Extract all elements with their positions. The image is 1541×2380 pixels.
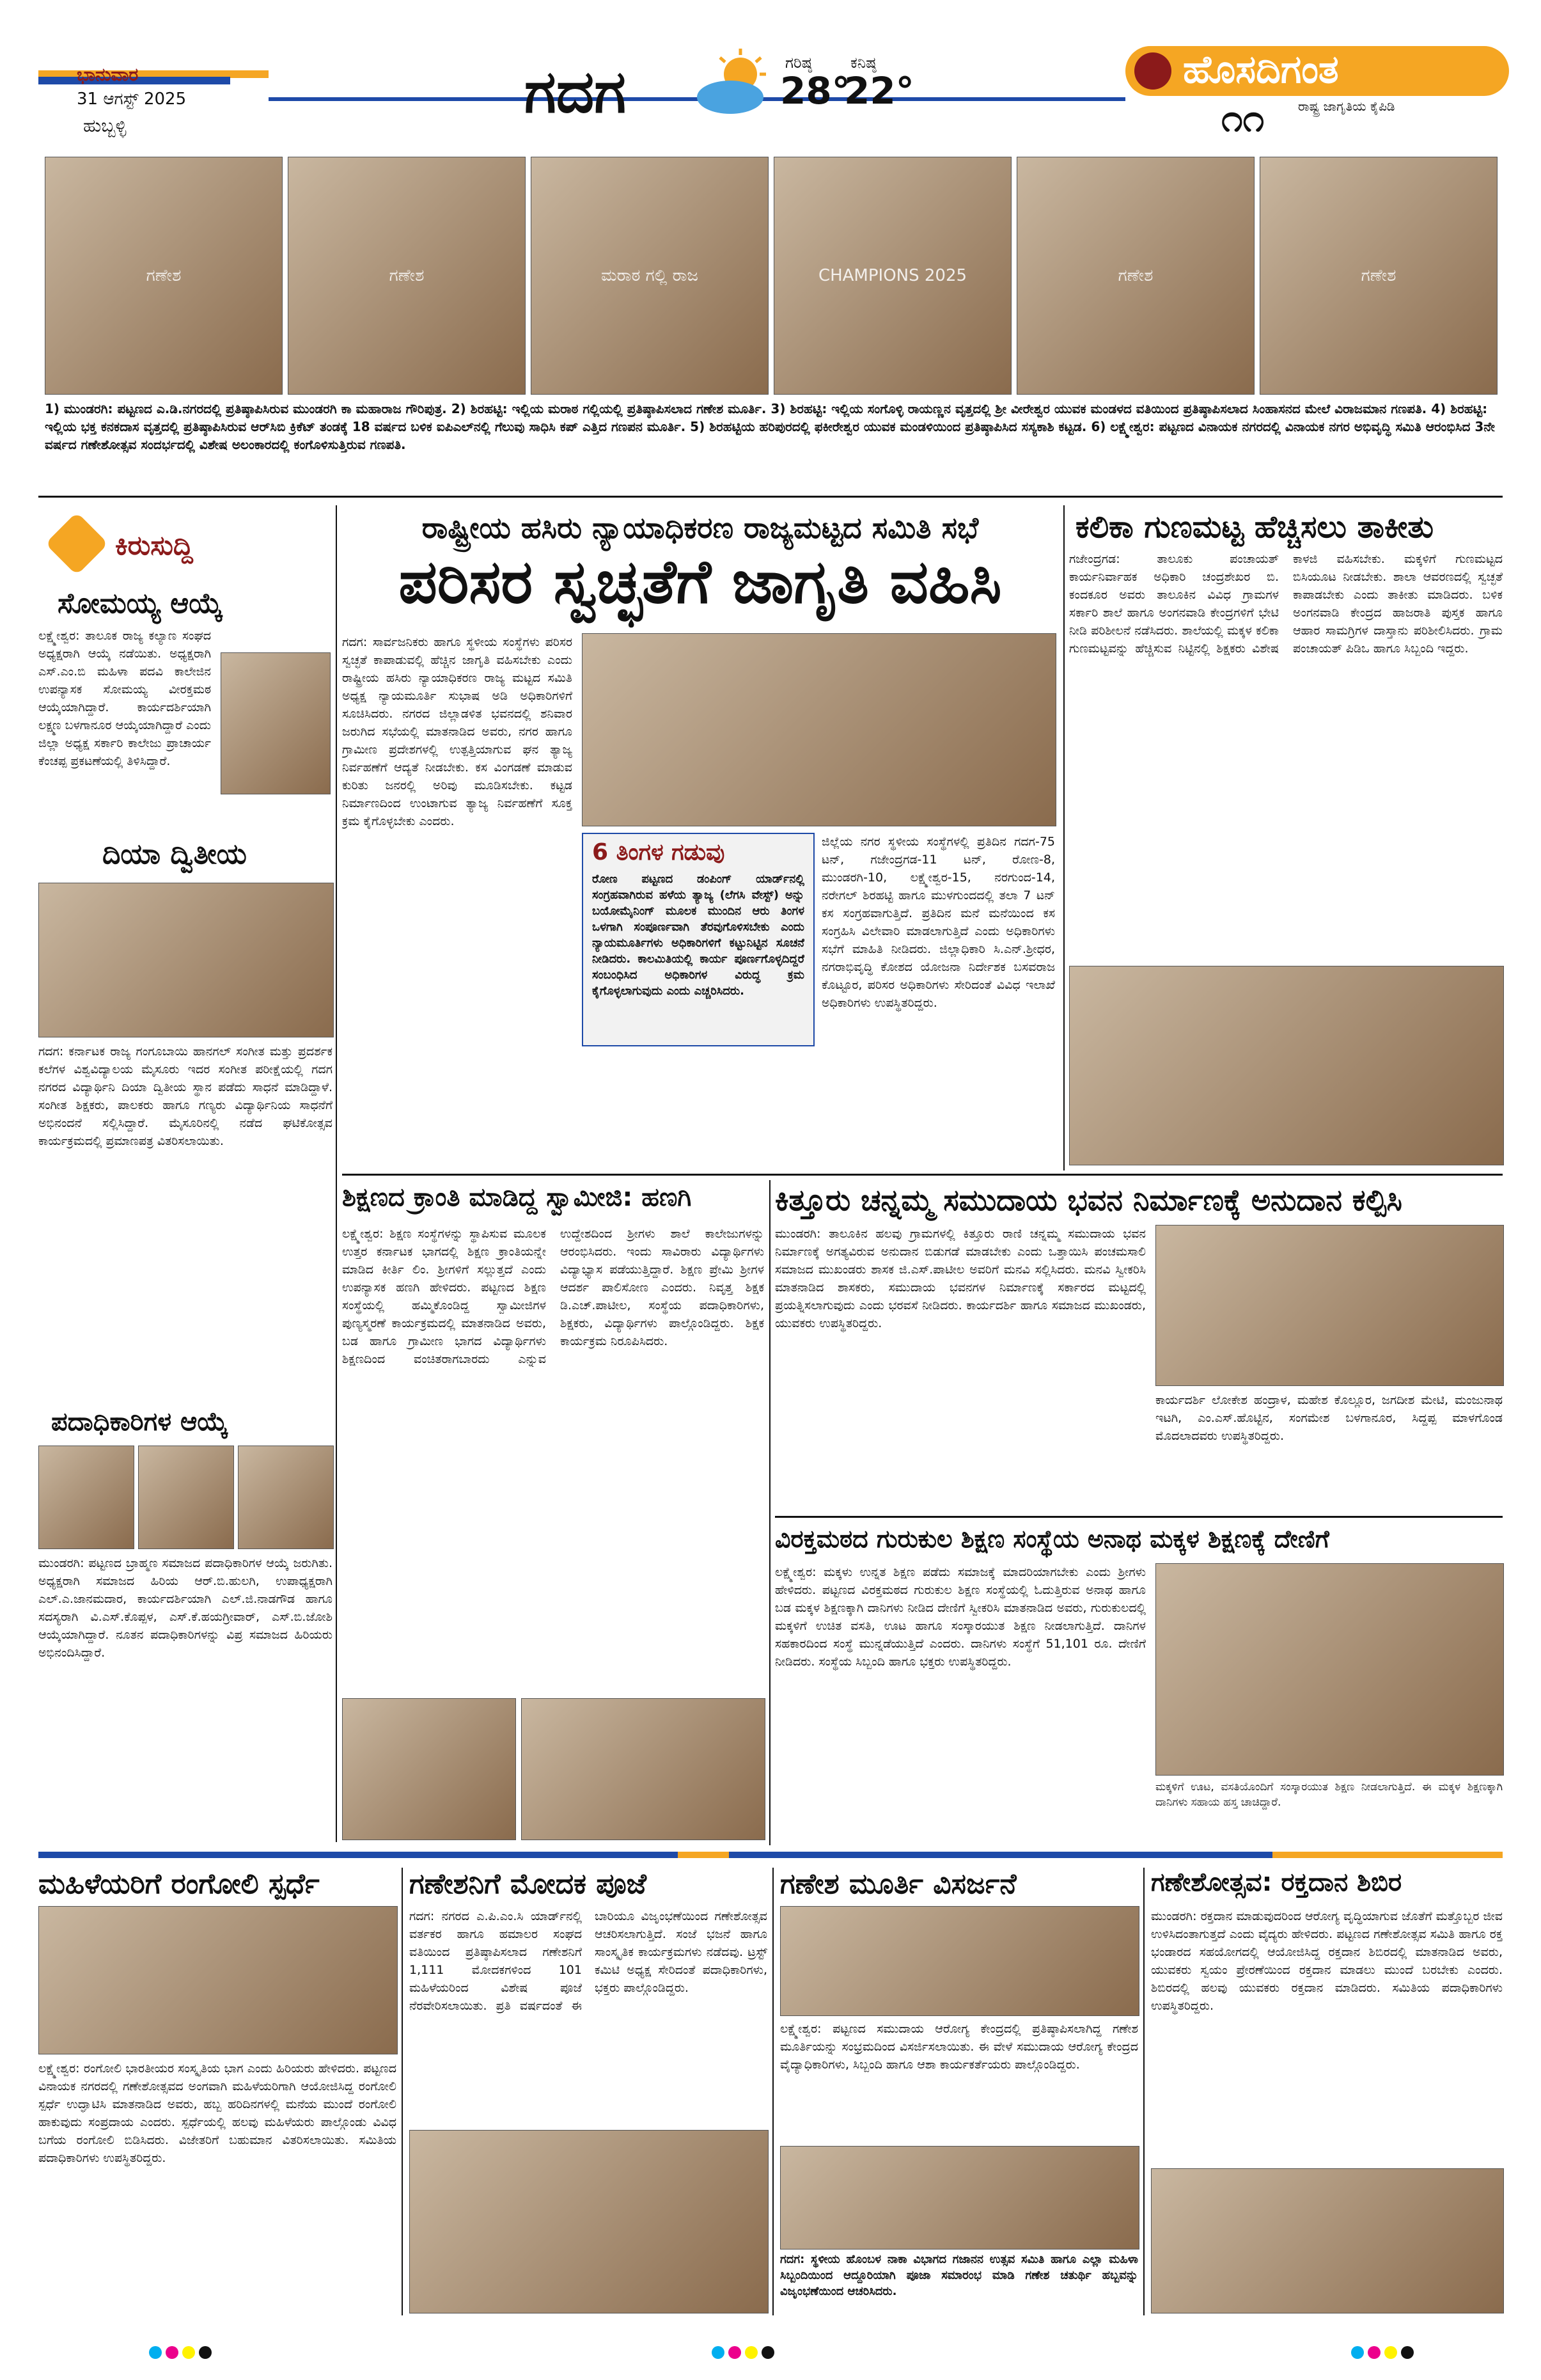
paper-logo xyxy=(1125,46,1509,96)
weather-icon xyxy=(691,45,780,122)
visarjane-photo-1 xyxy=(780,1906,1139,2016)
modaka-photo xyxy=(409,2130,769,2313)
edition-date: 31 ಆಗಸ್ಟ್ 2025 xyxy=(77,90,187,109)
visarjane-photo-2 xyxy=(780,2146,1139,2250)
shikshana-photo-1 xyxy=(342,1698,516,1840)
rangoli-headline: ಮಹಿಳೆಯರಿಗೆ ರಂಗೋಲಿ ಸ್ಪರ್ಧೆ xyxy=(38,1868,320,1900)
kiru-suddi-column xyxy=(38,505,332,1848)
kiru-badge xyxy=(45,512,205,576)
kiru-2-text: ಗದಗ: ಕರ್ನಾಟಕ ರಾಜ್ಯ ಗಂಗೂಬಾಯಿ ಹಾನಗಲ್ ಸಂಗೀತ ಮತ್ತು ಪ್ರದರ್ಶಕ ಕಲೆಗಳ ವಿಶ್ವವಿದ್ಯಾಲಯ ಮೈಸೂರು ಇದರ ಸಂಗೀತ ಪರೀಕ್ಷೆಯಲ್ಲಿ ಗದಗ ನಗರದ ವಿದ್ಯಾರ್ಥಿನಿ ದಿಯಾ ದ್ವಿತೀಯ ಸ್ಥಾನ ಪಡೆದು ಸಾಧನೆ ಮಾಡಿದ್ದಾಳೆ. ಸಂಗೀತ ಶಿಕ್ಷಕರು, ಪಾಲಕರು ಹಾಗೂ ಗಣ್ಯರು ವಿದ್ಯಾರ್ಥಿನಿಯ ಸಾಧನೆಗೆ ಅಭಿನಂದನೆ ಸಲ್ಲಿಸಿದ್ದಾರೆ. ಮೈಸೂರಿನಲ್ಲಿ ನಡೆದ ಘಟಿಕೋತ್ಸವ ಕಾರ್ಯಕ್ರಮದಲ್ಲಿ ಪ್ರಮಾಣಪತ್ರ ವಿತರಿಸಲಾಯಿತು. xyxy=(38,1044,332,1148)
shikshana-story xyxy=(342,1180,764,1845)
registration-marks-left xyxy=(147,2346,214,2361)
virakta-caption: ಮಕ್ಕಳಿಗೆ ಊಟ, ವಸತಿಯೊಂದಿಗೆ ಸಂಸ್ಕಾರಯುತ ಶಿಕ್ಷಣ ನೀಡಲಾಗುತ್ತಿದೆ. ಈ ಮಕ್ಕಳ ಶಿಕ್ಷಣಕ್ಕಾಗಿ ದಾನಿಗಳು ಸಹಾಯ ಹಸ್ತ ಚಾಚಿದ್ದಾರೆ. xyxy=(1155,1781,1503,1809)
modaka-headline: ಗಣೇಶನಿಗೆ ಮೋದಕ ಪೂಜೆ xyxy=(409,1868,646,1900)
kiru-3-headline: ಪದಾಧಿಕಾರಿಗಳ ಆಯ್ಕೆ xyxy=(51,1407,228,1437)
deadline-box xyxy=(582,833,815,1046)
paper-name: ಹೊಸದಿಗಂತ xyxy=(1183,47,1339,92)
kiru-2-headline: ದಿಯಾ ದ್ವಿತೀಯ xyxy=(102,838,247,871)
kalika-story xyxy=(1069,505,1503,1170)
raktadana-photo xyxy=(1151,2168,1504,2313)
ganesha-photo-5: ಗಣೇಶ xyxy=(1017,157,1255,395)
visarjane-text: ಲಕ್ಷ್ಮೇಶ್ವರ: ಪಟ್ಟಣದ ಸಮುದಾಯ ಆರೋಗ್ಯ ಕೇಂದ್ರದಲ್ಲಿ ಪ್ರತಿಷ್ಠಾಪಿಸಲಾಗಿದ್ದ ಗಣೇಶ ಮೂರ್ತಿಯನ್ನು ಸಂಭ್ರಮದಿಂದ ವಿಸರ್ಜಿಸಲಾಯಿತು. ಈ ವೇಳೆ ಸಮುದಾಯ ಆರೋಗ್ಯ ಕೇಂದ್ರದ ವೈದ್ಯಾಧಿಕಾರಿಗಳು, ಸಿಬ್ಬಂದಿ ಹಾಗೂ ಆಶಾ ಕಾರ್ಯಕರ್ತೆಯರು ಪಾಲ್ಗೊಂಡಿದ್ದರು. xyxy=(780,2022,1138,2072)
min-temp-label: ಕನಿಷ್ಠ xyxy=(850,54,877,72)
ganesha-photo-1: ಗಣೇಶ xyxy=(45,157,283,395)
paper-tagline: ರಾಷ್ಟ್ರ ಜಾಗೃತಿಯ ಕೈಪಿಡಿ xyxy=(1298,99,1395,114)
kittur-caption: ಕಾರ್ಯದರ್ಶಿ ಲೋಕೇಶ ಹಂದ್ರಾಳ, ಮಹೇಶ ಕೊಲ್ಲೂರ, ಜಗದೀಶ ಮೇಟಿ, ಮಂಜುನಾಥ ಇಟಗಿ, ಎಂ.ಎಸ್.ಹೊಟ್ಟಿನ, ಸಂಗಮೇಶ ಬಳಗಾನೂರ, ಸಿದ್ದಪ್ಪ ಮಾಳಗೊಂಡ ಮೊದಲಾದವರು ಉಪಸ್ಥಿತರಿದ್ದರು. xyxy=(1155,1393,1503,1443)
visarjane-caption: ಗದಗ: ಸ್ಥಳೀಯ ಹೊಂಬಳ ನಾಕಾ ವಿಭಾಗದ ಗಜಾನನ ಉತ್ಸವ ಸಮಿತಿ ಹಾಗೂ ಎಲ್ಲಾ ಮಹಿಳಾ ಸಿಬ್ಬಂದಿಯಿಂದ ಆದ್ದೂರಿಯಾಗಿ ಪೂಜಾ ಸಮಾರಂಭ ಮಾಡಿ ಗಣೇಶ ಚತುರ್ಥಿ ಹಬ್ಬವನ್ನು ವಿಜೃಂಭಣೆಯಿಂದ ಆಚರಿಸಿದರು. xyxy=(780,2253,1138,2298)
rangoli-story xyxy=(38,1868,396,2315)
officer-photo-3 xyxy=(238,1446,334,1549)
modaka-text: ಗದಗ: ನಗರದ ಎ.ಪಿ.ಎಂ.ಸಿ ಯಾರ್ಡ್‌ನಲ್ಲಿ ವರ್ತಕರ ಹಾಗೂ ಹಮಾಲರ ಸಂಘದ ವತಿಯಿಂದ ಪ್ರತಿಷ್ಠಾಪಿಸಲಾದ ಗಣೇಶನಿಗೆ 1,111 ಮೋದಕಗಳಿಂದ 101 ಮಹಿಳೆಯರಿಂದ ವಿಶೇಷ ಪೂಜೆ ನೆರವೇರಿಸಲಾಯಿತು. ಪ್ರತಿ ವರ್ಷದಂತೆ ಈ ಬಾರಿಯೂ ವಿಜೃಂಭಣೆಯಿಂದ ಗಣೇಶೋತ್ಸವ ಆಚರಿಸಲಾಗುತ್ತಿದೆ. ಸಂಜೆ ಭಜನೆ ಹಾಗೂ ಸಾಂಸ್ಕೃತಿಕ ಕಾರ್ಯಕ್ರಮಗಳು ನಡೆದವು. ಟ್ರಸ್ಟ್ ಕಮಿಟಿ ಅಧ್ಯಕ್ಷ ಸೇರಿದಂತೆ ಪದಾಧಿಕಾರಿಗಳು, ಭಕ್ತರು ಪಾಲ್ಗೊಂಡಿದ್ದರು. xyxy=(409,1909,767,2013)
raktadana-text: ಮುಂಡರಗಿ: ರಕ್ತದಾನ ಮಾಡುವುದರಿಂದ ಆರೋಗ್ಯ ವೃದ್ಧಿಯಾಗುವ ಜೊತೆಗೆ ಮತ್ತೊಬ್ಬರ ಜೀವ ಉಳಿಸಿದಂತಾಗುತ್ತದೆ ಎಂದು ವೈದ್ಯರು ಹೇಳಿದರು. ಪಟ್ಟಣದ ಗಣೇಶೋತ್ಸವ ಸಮಿತಿ ಹಾಗೂ ರಕ್ತ ಭಂಡಾರದ ಸಹಯೋಗದಲ್ಲಿ ಆಯೋಜಿಸಿದ್ದ ರಕ್ತದಾನ ಶಿಬಿರದಲ್ಲಿ ಮಾತನಾಡಿದ ಅವರು, ಯುವಕರು ಸ್ವಯಂ ಪ್ರೇರಣೆಯಿಂದ ರಕ್ತದಾನ ಮಾಡಲು ಮುಂದೆ ಬರಬೇಕು ಎಂದರು. ಶಿಬಿರದಲ್ಲಿ ಹಲವು ಯುವಕರು ರಕ್ತದಾನ ಮಾಡಿದರು. ಸಮಿತಿಯ ಪದಾಧಿಕಾರಿಗಳು ಉಪಸ್ಥಿತರಿದ್ದರು. xyxy=(1151,1909,1503,2013)
ganesha-photo-4: CHAMPIONS 2025 xyxy=(774,157,1012,395)
classroom-photo xyxy=(1069,966,1504,1165)
raktadana-headline: ಗಣೇಶೋತ್ಸವ: ರಕ್ತದಾನ ಶಿಬಿರ xyxy=(1151,1868,1402,1897)
virakta-text: ಲಕ್ಷ್ಮೇಶ್ವರ: ಮಕ್ಕಳು ಉನ್ನತ ಶಿಕ್ಷಣ ಪಡೆದು ಸಮಾಜಕ್ಕೆ ಮಾದರಿಯಾಗಬೇಕು ಎಂದು ಶ್ರೀಗಳು ಹೇಳಿದರು. ಪಟ್ಟಣದ ವಿರಕ್ತಮಠದ ಗುರುಕುಲ ಶಿಕ್ಷಣ ಸಂಸ್ಥೆಯಲ್ಲಿ ಓದುತ್ತಿರುವ ಅನಾಥ ಹಾಗೂ ಬಡ ಮಕ್ಕಳ ಶಿಕ್ಷಣಕ್ಕಾಗಿ ದಾನಿಗಳು ನೀಡಿದ ದೇಣಿಗೆ ಸ್ವೀಕರಿಸಿ ಮಾತನಾಡಿದ ಅವರು, ಗುರುಕುಲದಲ್ಲಿ ಮಕ್ಕಳಿಗೆ ಉಚಿತ ವಸತಿ, ಊಟ ಹಾಗೂ ಸಂಸ್ಕಾರಯುತ ಶಿಕ್ಷಣ ನೀಡಲಾಗುತ್ತಿದೆ. ದಾನಿಗಳ ಸಹಕಾರದಿಂದ ಸಂಸ್ಥೆ ಮುನ್ನಡೆಯುತ್ತಿದೆ ಎಂದರು. ದಾನಿಗಳು ಸಂಸ್ಥೆಗೆ 51,101 ರೂ. ದೇಣಿಗೆ ನೀಡಿದರು. ಸಂಸ್ಥೆಯ ಸಿಬ್ಬಂದಿ ಹಾಗೂ ಭಕ್ತರು ಉಪಸ್ಥಿತರಿದ್ದರು. xyxy=(775,1565,1146,1669)
meeting-photo xyxy=(582,633,1056,826)
kalika-text: ಗಜೇಂದ್ರಗಡ: ತಾಲೂಕು ಪಂಚಾಯತ್ ಕಾರ್ಯನಿರ್ವಾಹಕ ಅಧಿಕಾರಿ ಚಂದ್ರಶೇಖರ ಬಿ. ಕಂದಕೂರ ಅವರು ತಾಲೂಕಿನ ವಿವಿಧ ಗ್ರಾಮಗಳ ಸರ್ಕಾರಿ ಶಾಲೆ ಹಾಗೂ ಅಂಗನವಾಡಿ ಕೇಂದ್ರಗಳಿಗೆ ಭೇಟಿ ನೀಡಿ ಪರಿಶೀಲನೆ ನಡೆಸಿದರು. ಶಾಲೆಯಲ್ಲಿ ಮಕ್ಕಳ ಕಲಿಕಾ ಗುಣಮಟ್ಟವನ್ನು ಹೆಚ್ಚಿಸುವ ನಿಟ್ಟಿನಲ್ಲಿ ಶಿಕ್ಷಕರು ವಿಶೇಷ ಕಾಳಜಿ ವಹಿಸಬೇಕು. ಮಕ್ಕಳಿಗೆ ಗುಣಮಟ್ಟದ ಬಿಸಿಯೂಟ ನೀಡಬೇಕು. ಶಾಲಾ ಆವರಣದಲ್ಲಿ ಸ್ವಚ್ಛತೆ ಕಾಪಾಡಬೇಕು ಎಂದು ತಾಕೀತು ಮಾಡಿದರು. ಬಳಿಕ ಅಂಗನವಾಡಿ ಕೇಂದ್ರದ ಹಾಜರಾತಿ ಪುಸ್ತಕ ಹಾಗೂ ಆಹಾರ ಸಾಮಗ್ರಿಗಳ ದಾಸ್ತಾನು ಪರಿಶೀಲಿಸಿದರು. ಗ್ರಾಮ ಪಂಚಾಯತ್ ಪಿಡಿಒ ಹಾಗೂ ಸಿಬ್ಬಂದಿ ಇದ್ದರು. xyxy=(1069,552,1503,656)
officer-photo-1 xyxy=(38,1446,134,1549)
diya-photo xyxy=(38,883,334,1037)
deadline-box-title: 6 ತಿಂಗಳ ಗಡುವು xyxy=(592,839,725,865)
somayya-photo xyxy=(221,652,331,794)
lead-col-2: ಜಿಲ್ಲೆಯ ನಗರ ಸ್ಥಳೀಯ ಸಂಸ್ಥೆಗಳಲ್ಲಿ ಪ್ರತಿದಿನ ಗದಗ-75 ಟನ್, ಗಜೇಂದ್ರಗಡ-11 ಟನ್, ರೋಣ-8, ಮುಂಡರಗಿ-10, ಲಕ್ಷ್ಮೇಶ್ವರ-15, ನರಗುಂದ-14, ನರೇಗಲ್ ಶಿರಹಟ್ಟಿ ಹಾಗೂ ಮುಳಗುಂದದಲ್ಲಿ ತಲಾ 7 ಟನ್ ಕಸ ಸಂಗ್ರಹವಾಗುತ್ತಿದೆ. ಪ್ರತಿದಿನ ಮನೆ ಮನೆಯಿಂದ ಕಸ ಸಂಗ್ರಹಿಸಿ ವಿಲೇವಾರಿ ಮಾಡಲಾಗುತ್ತಿದೆ ಎಂದು ಅಧಿಕಾರಿಗಳು ಸಭೆಗೆ ಮಾಹಿತಿ ನೀಡಿದರು. ಜಿಲ್ಲಾಧಿಕಾರಿ ಸಿ.ಎನ್.ಶ್ರೀಧರ, ನಗರಾಭಿವೃದ್ಧಿ ಕೋಶದ ಯೋಜನಾ ನಿರ್ದೇಶಕ ಬಸವರಾಜ ಕೊಟ್ಟೂರ, ಪರಿಸರ ಅಧಿಕಾರಿಗಳು ಸೇರಿದಂತೆ ವಿವಿಧ ಇಲಾಖೆ ಅಧಿಕಾರಿಗಳು ಉಪಸ್ಥಿತರಿದ್ದರು. xyxy=(822,835,1055,1010)
max-temp: 28° xyxy=(780,69,850,113)
page-number: ೧೧ xyxy=(1221,96,1265,141)
hand-icon xyxy=(45,512,109,576)
kiru-1-text: ಲಕ್ಷ್ಮೇಶ್ವರ: ತಾಲೂಕ ರಾಜ್ಯ ಕಲ್ಯಾಣ ಸಂಘದ ಅಧ್ಯಕ್ಷರಾಗಿ ಆಯ್ಕೆ ನಡೆಯಿತು. ಅಧ್ಯಕ್ಷರಾಗಿ ಎಸ್.ಎಂ.ಬಿ ಮಹಿಳಾ ಪದವಿ ಕಾಲೇಜಿನ ಉಪನ್ಯಾಸಕ ಸೋಮಯ್ಯ ವೀರಕ್ತಮಠ ಆಯ್ಕೆಯಾಗಿದ್ದಾರೆ. ಕಾರ್ಯದರ್ಶಿಯಾಗಿ ಲಕ್ಷ್ಮಣ ಬಳಗಾನೂರ ಆಯ್ಕೆಯಾಗಿದ್ದಾರೆ ಎಂದು ಜಿಲ್ಲಾ ಅಧ್ಯಕ್ಷ ಸರ್ಕಾರಿ ಕಾಲೇಜು ಪ್ರಾಚಾರ್ಯ ಕೆಂಚಪ್ಪ ಪ್ರಕಟಣೆಯಲ್ಲಿ ತಿಳಿಸಿದ್ದಾರೆ. xyxy=(38,629,211,768)
modaka-story xyxy=(409,1868,767,2315)
edition-city: ಹುಬ್ಬಳ್ಳಿ xyxy=(83,115,127,136)
top-photo-caption: 1) ಮುಂಡರಗಿ: ಪಟ್ಟಣದ ಎ.ಡಿ.ನಗರದಲ್ಲಿ ಪ್ರತಿಷ್ಠಾಪಿಸಿರುವ ಮುಂಡರಗಿ ಕಾ ಮಹಾರಾಜ ಗೌರಿಪುತ್ರ. 2) ಶಿರಹಟ್ಟಿ: ಇಲ್ಲಿಯ ಮರಾಠ ಗಲ್ಲಿಯಲ್ಲಿ ಪ್ರತಿಷ್ಠಾಪಿಸಲಾದ ಗಣೇಶ ಮೂರ್ತಿ. 3) ಶಿರಹಟ್ಟಿ: ಇಲ್ಲಿಯ ಸಂಗೊಳ್ಳಿ ರಾಯಣ್ಣನ ವೃತ್ತದಲ್ಲಿ ಶ್ರೀ ವೀರೇಶ್ವರ ಯುವಕ ಮಂಡಳದ ವತಿಯಿಂದ ಪ್ರತಿಷ್ಠಾಪಿಸಲಾದ ಸಿಂಹಾಸನದ ಮೇಲೆ ವಿರಾಜಮಾನ ಗಣಪತಿ. 4) ಶಿರಹಟ್ಟಿ: ಇಲ್ಲಿಯ ಭಕ್ತ ಕನಕದಾಸ ವೃತ್ತದಲ್ಲಿ ಪ್ರತಿಷ್ಠಾಪಿಸಿರುವ ಆರ್‌ಸಿಬಿ ಕ್ರಿಕೆಟ್ ತಂಡಕ್ಕೆ 18 ವರ್ಷದ ಬಳಿಕ ಐಪಿಎಲ್‌ನಲ್ಲಿ ಗೆಲುವು ಸಾಧಿಸಿ ಕಪ್ ಎತ್ತಿದ ಗಣಪನ ಮೂರ್ತಿ. 5) ಶಿರಹಟ್ಟಿಯ ಹರಿಪುರದಲ್ಲಿ ಫಕೀರೇಶ್ವರ ಯುವಕ ಮಂಡಳಿಯಿಂದ ಪ್ರತಿಷ್ಠಾಪಿಸಿದ ಸಸ್ಯಕಾಶಿ ಕಟ್ಟಡ. 6) ಲಕ್ಷ್ಮೇಶ್ವರ: ಪಟ್ಟಣದ ವಿನಾಯಕ ನಗರದಲ್ಲಿ ವಿನಾಯಕ ನಗರ ಅಭಿವೃದ್ಧಿ ಸಮಿತಿ ಆರಂಭಿಸಿದ 3ನೇ ವರ್ಷದ ಗಣೇಶೋತ್ಸವ ಸಂದರ್ಭದಲ್ಲಿ ವಿಶೇಷ ಅಲಂಕಾರದಲ್ಲಿ ಕಂಗೊಳಿಸುತ್ತಿರುವ ಗಣಪತಿ. xyxy=(45,401,1495,452)
virakta-headline: ವಿರಕ್ತಮಠದ ಗುರುಕುಲ ಶಿಕ್ಷಣ ಸಂಸ್ಥೆಯ ಅನಾಥ ಮಕ್ಕಳ ಶಿಕ್ಷಣಕ್ಕೆ ದೇಣಿಗೆ xyxy=(775,1525,1329,1553)
kittur-story xyxy=(775,1180,1503,1513)
officer-photo-2 xyxy=(138,1446,234,1549)
rangoli-photo xyxy=(38,1906,398,2054)
kiru-1-headline: ಸೋಮಯ್ಯ ಆಯ್ಕೆ xyxy=(58,587,223,620)
logo-emblem-icon xyxy=(1134,52,1171,90)
kalika-headline: ಕಲಿಕಾ ಗುಣಮಟ್ಟ ಹೆಚ್ಚಿಸಲು ತಾಕೀತು xyxy=(1076,509,1434,545)
masthead xyxy=(0,0,1541,150)
deadline-box-text: ರೋಣ ಪಟ್ಟಣದ ಡಂಪಿಂಗ್ ಯಾರ್ಡ್‌ನಲ್ಲಿ ಸಂಗ್ರಹವಾಗಿರುವ ಹಳೆಯ ತ್ಯಾಜ್ಯ (ಲೆಗಸಿ ವೇಸ್ಟ್) ಅನ್ನು ಬಯೋಮೈನಿಂಗ್ ಮೂಲಕ ಮುಂದಿನ ಆರು ತಿಂಗಳ ಒಳಗಾಗಿ ಸಂಪೂರ್ಣವಾಗಿ ತೆರವುಗೊಳಿಸಬೇಕು ಎಂದು ನ್ಯಾಯಮೂರ್ತಿಗಳು ಅಧಿಕಾರಿಗಳಿಗೆ ಕಟ್ಟುನಿಟ್ಟಿನ ಸೂಚನೆ ನೀಡಿದರು. ಕಾಲಮಿತಿಯಲ್ಲಿ ಕಾರ್ಯ ಪೂರ್ಣಗೊಳ್ಳದಿದ್ದರೆ ಸಂಬಂಧಿಸಿದ ಅಧಿಕಾರಿಗಳ ವಿರುದ್ಧ ಕ್ರಮ ಕೈಗೊಳ್ಳಲಾಗುವುದು ಎಂದು ಎಚ್ಚರಿಸಿದರು. xyxy=(592,872,804,998)
lead-story xyxy=(342,505,1058,1170)
kittur-photo xyxy=(1155,1225,1504,1386)
registration-marks-center xyxy=(710,2346,776,2361)
virakta-story xyxy=(775,1522,1503,1845)
lead-kicker: ರಾಷ್ಟ್ರೀಯ ಹಸಿರು ನ್ಯಾಯಾಧಿಕರಣ ರಾಜ್ಯಮಟ್ಟದ ಸಮಿತಿ ಸಭೆ xyxy=(421,510,979,545)
lead-col-1: ಗದಗ: ಸಾರ್ವಜನಿಕರು ಹಾಗೂ ಸ್ಥಳೀಯ ಸಂಸ್ಥೆಗಳು ಪರಿಸರ ಸ್ವಚ್ಛತೆ ಕಾಪಾಡುವಲ್ಲಿ ಹೆಚ್ಚಿನ ಜಾಗೃತಿ ವಹಿಸಬೇಕು ಎಂದು ರಾಷ್ಟ್ರೀಯ ಹಸಿರು ನ್ಯಾಯಾಧಿಕರಣ ರಾಜ್ಯ ಮಟ್ಟದ ಸಮಿತಿ ಅಧ್ಯಕ್ಷ ನ್ಯಾಯಮೂರ್ತಿ ಸುಭಾಷ ಅಡಿ ಅಧಿಕಾರಿಗಳಿಗೆ ಸೂಚಿಸಿದರು. ನಗರದ ಜಿಲ್ಲಾಡಳಿತ ಭವನದಲ್ಲಿ ಶನಿವಾರ ಜರುಗಿದ ಸಭೆಯಲ್ಲಿ ಮಾತನಾಡಿದ ಅವರು, ನಗರ ಹಾಗೂ ಗ್ರಾಮೀಣ ಪ್ರದೇಶಗಳಲ್ಲಿ ಉತ್ಪತ್ತಿಯಾಗುವ ಘನ ತ್ಯಾಜ್ಯ ನಿರ್ವಹಣೆಗೆ ಆದ್ಯತೆ ನೀಡಬೇಕು. ಕಸ ವಿಂಗಡಣೆ ಮಾಡುವ ಕುರಿತು ಜನರಲ್ಲಿ ಅರಿವು ಮೂಡಿಸಬೇಕು. ಕಟ್ಟಡ ನಿರ್ಮಾಣದಿಂದ ಉಂಟಾಗುವ ತ್ಯಾಜ್ಯ ನಿರ್ವಹಣೆಗೆ ಸೂಕ್ತ ಕ್ರಮ ಕೈಗೊಳ್ಳಬೇಕು ಎಂದರು. xyxy=(342,635,572,828)
lead-headline: ಪರಿಸರ ಸ್ವಚ್ಛತೆಗೆ ಜಾಗೃತಿ ವಹಿಸಿ xyxy=(398,548,1002,617)
kiru-3-text: ಮುಂಡರಗಿ: ಪಟ್ಟಣದ ಬ್ರಾಹ್ಮಣ ಸಮಾಜದ ಪದಾಧಿಕಾರಿಗಳ ಆಯ್ಕೆ ಜರುಗಿತು. ಅಧ್ಯಕ್ಷರಾಗಿ ಸಮಾಜದ ಹಿರಿಯ ಆರ್.ಬಿ.ಹುಲಗಿ, ಉಪಾಧ್ಯಕ್ಷರಾಗಿ ಎಲ್.ಎ.ಜಾನಮದಾರ, ಕಾರ್ಯದರ್ಶಿಯಾಗಿ ಎಲ್.ಜಿ.ನಾಡಗೌಡ ಹಾಗೂ ಸದಸ್ಯರಾಗಿ ವಿ.ಎಸ್.ಕೊಪ್ಪಳ, ಎಸ್.ಕೆ.ಹಯಗ್ರೀವಾರ್, ಎಸ್.ಬಿ.ಜೋಶಿ ಆಯ್ಕೆಯಾಗಿದ್ದಾರೆ. ನೂತನ ಪದಾಧಿಕಾರಿಗಳನ್ನು ವಿಪ್ರ ಸಮಾಜದ ಹಿರಿಯರು ಅಭಿನಂದಿಸಿದ್ದಾರೆ. xyxy=(38,1556,332,1660)
max-temp-label: ಗರಿಷ್ಠ xyxy=(785,54,812,72)
virakta-photo xyxy=(1155,1563,1504,1776)
shikshana-headline: ಶಿಕ್ಷಣದ ಕ್ರಾಂತಿ ಮಾಡಿದ್ದ ಸ್ವಾಮೀಜಿ: ಹಣಗಿ xyxy=(342,1183,692,1212)
registration-marks-right xyxy=(1349,2346,1416,2361)
shikshana-text: ಲಕ್ಷ್ಮೇಶ್ವರ: ಶಿಕ್ಷಣ ಸಂಸ್ಥೆಗಳನ್ನು ಸ್ಥಾಪಿಸುವ ಮೂಲಕ ಉತ್ತರ ಕರ್ನಾಟಕ ಭಾಗದಲ್ಲಿ ಶಿಕ್ಷಣ ಕ್ರಾಂತಿಯನ್ನೇ ಮಾಡಿದ ಕೀರ್ತಿ ಲಿಂ. ಶ್ರೀಗಳಿಗೆ ಸಲ್ಲುತ್ತದೆ ಎಂದು ಉಪನ್ಯಾಸಕ ಹಣಗಿ ಹೇಳಿದರು. ಪಟ್ಟಣದ ಶಿಕ್ಷಣ ಸಂಸ್ಥೆಯಲ್ಲಿ ಹಮ್ಮಿಕೊಂಡಿದ್ದ ಸ್ವಾಮೀಜಿಗಳ ಪುಣ್ಯಸ್ಮರಣೆ ಕಾರ್ಯಕ್ರಮದಲ್ಲಿ ಮಾತನಾಡಿದ ಅವರು, ಬಡ ಹಾಗೂ ಗ್ರಾಮೀಣ ಭಾಗದ ವಿದ್ಯಾರ್ಥಿಗಳು ಶಿಕ್ಷಣದಿಂದ ವಂಚಿತರಾಗಬಾರದು ಎನ್ನುವ ಉದ್ದೇಶದಿಂದ ಶ್ರೀಗಳು ಶಾಲೆ ಕಾಲೇಜುಗಳನ್ನು ಆರಂಭಿಸಿದರು. ಇಂದು ಸಾವಿರಾರು ವಿದ್ಯಾರ್ಥಿಗಳು ವಿದ್ಯಾಭ್ಯಾಸ ಪಡೆಯುತ್ತಿದ್ದಾರೆ. ಶಿಕ್ಷಣ ಪ್ರೇಮಿ ಶ್ರೀಗಳ ಆದರ್ಶ ಪಾಲಿಸೋಣ ಎಂದರು. ನಿವೃತ್ತ ಶಿಕ್ಷಕ ಡಿ.ಎಚ್.ಪಾಟೀಲ, ಸಂಸ್ಥೆಯ ಪದಾಧಿಕಾರಿಗಳು, ಶಿಕ್ಷಕರು, ವಿದ್ಯಾರ್ಥಿಗಳು ಪಾಲ್ಗೊಂಡಿದ್ದರು. ಶಿಕ್ಷಕ ಕಾರ್ಯಕ್ರಮ ನಿರೂಪಿಸಿದರು. xyxy=(342,1227,764,1366)
visarjane-story xyxy=(780,1868,1138,2315)
kittur-headline: ಕಿತ್ತೂರು ಚನ್ನಮ್ಮ ಸಮುದಾಯ ಭವನ ನಿರ್ಮಾಣಕ್ಕೆ ಅನುದಾನ ಕಲ್ಪಿಸಿ xyxy=(775,1183,1402,1217)
page-title: ಗದಗ xyxy=(524,58,626,126)
rangoli-text: ಲಕ್ಷ್ಮೇಶ್ವರ: ರಂಗೋಲಿ ಭಾರತೀಯರ ಸಂಸ್ಕೃತಿಯ ಭಾಗ ಎಂದು ಹಿರಿಯರು ಹೇಳಿದರು. ಪಟ್ಟಣದ ವಿನಾಯಕ ನಗರದಲ್ಲಿ ಗಣೇಶೋತ್ಸವದ ಅಂಗವಾಗಿ ಮಹಿಳೆಯರಿಗಾಗಿ ಆಯೋಜಿಸಿದ್ದ ರಂಗೋಲಿ ಸ್ಪರ್ಧೆ ಉದ್ಘಾಟಿಸಿ ಮಾತನಾಡಿದ ಅವರು, ಹಬ್ಬ ಹರಿದಿನಗಳಲ್ಲಿ ಮನೆಯ ಮುಂದೆ ರಂಗೋಲಿ ಹಾಕುವುದು ಸಂಪ್ರದಾಯ ಎಂದರು. ಸ್ಪರ್ಧೆಯಲ್ಲಿ ಹಲವು ಮಹಿಳೆಯರು ಪಾಲ್ಗೊಂಡು ವಿವಿಧ ಬಗೆಯ ರಂಗೋಲಿ ಬಿಡಿಸಿದರು. ವಿಜೇತರಿಗೆ ಬಹುಮಾನ ವಿತರಿಸಲಾಯಿತು. ಸಮಿತಿಯ ಪದಾಧಿಕಾರಿಗಳು ಉಪಸ್ಥಿತರಿದ್ದರು. xyxy=(38,2061,396,2165)
kittur-text: ಮುಂಡರಗಿ: ತಾಲೂಕಿನ ಹಲವು ಗ್ರಾಮಗಳಲ್ಲಿ ಕಿತ್ತೂರು ರಾಣಿ ಚನ್ನಮ್ಮ ಸಮುದಾಯ ಭವನ ನಿರ್ಮಾಣಕ್ಕೆ ಅಗತ್ಯವಿರುವ ಅನುದಾನ ಬಿಡುಗಡೆ ಮಾಡಬೇಕು ಎಂದು ಒತ್ತಾಯಿಸಿ ಪಂಚಮಸಾಲಿ ಸಮಾಜದ ಮುಖಂಡರು ಶಾಸಕ ಜಿ.ಎಸ್.ಪಾಟೀಲ ಅವರಿಗೆ ಮನವಿ ಸಲ್ಲಿಸಿದರು. ಮನವಿ ಸ್ವೀಕರಿಸಿ ಮಾತನಾಡಿದ ಶಾಸಕರು, ಸಮುದಾಯ ಭವನಗಳ ನಿರ್ಮಾಣಕ್ಕೆ ಸರ್ಕಾರದ ಮಟ್ಟದಲ್ಲಿ ಪ್ರಯತ್ನಿಸಲಾಗುವುದು ಎಂದು ಭರವಸೆ ನೀಡಿದರು. ಕಾರ್ಯದರ್ಶಿ ಹಾಗೂ ಸಮಾಜದ ಮುಖಂಡರು, ಯುವಕರು ಉಪಸ್ಥಿತರಿದ್ದರು. xyxy=(775,1227,1146,1330)
ganesha-photo-2: ಗಣೇಶ xyxy=(288,157,526,395)
ganesha-photo-3: ಮರಾಠ ಗಲ್ಲಿ ರಾಜ xyxy=(531,157,769,395)
visarjane-headline: ಗಣೇಶ ಮೂರ್ತಿ ವಿಸರ್ಜನೆ xyxy=(780,1868,1017,1900)
min-temp: 22° xyxy=(844,69,914,113)
edition-day: ಭಾನುವಾರ xyxy=(77,64,139,85)
top-photo-strip xyxy=(45,157,1496,393)
kiru-badge-label: ಕಿರುಸುದ್ದಿ xyxy=(115,530,193,561)
raktadana-story xyxy=(1151,1868,1503,2315)
shikshana-photo-2 xyxy=(521,1698,765,1840)
ganesha-photo-6: ಗಣೇಶ xyxy=(1260,157,1498,395)
